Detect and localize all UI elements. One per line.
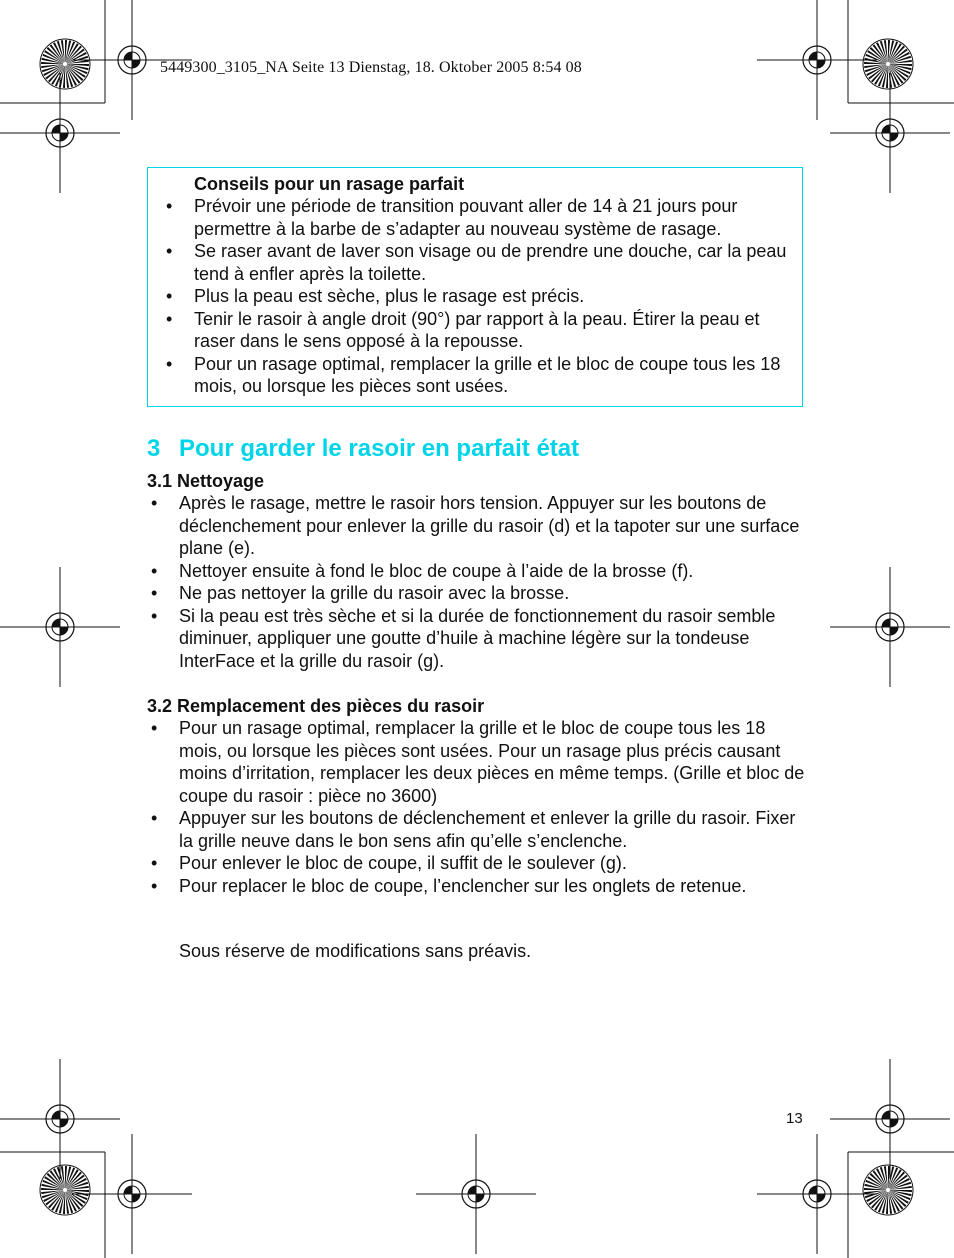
replacement-list <box>179 717 809 897</box>
registration-target-icon <box>0 1059 120 1179</box>
list-item: • Pour replacer le bloc de coupe, l’enclencher sur les onglets de retenue. <box>179 875 809 898</box>
registration-target-icon <box>830 567 950 687</box>
registration-target-icon <box>0 73 120 193</box>
tips-title: Conseils pour un rasage parfait <box>194 174 465 194</box>
tips-list <box>194 195 794 398</box>
cleaning-list <box>179 492 809 672</box>
registration-target-icon <box>416 1134 536 1254</box>
list-item: • Nettoyer ensuite à fond le bloc de coupe à l’aide de la brosse (f). <box>179 560 809 583</box>
list-item: • Si la peau est très sèche et si la durée de fonctionnement du rasoir semble diminuer, appliquer une goutte d’huile à machine légère sur la tondeuse InterFace et la grille du rasoir (g). <box>179 605 809 673</box>
registration-target-icon <box>757 0 877 120</box>
notice-text: Sous réserve de modifications sans préavis. <box>179 941 532 961</box>
list-item: • Prévoir une période de transition pouvant aller de 14 à 21 jours pour permettre à la barbe de s’adapter au nouveau système de rasage. <box>194 195 794 240</box>
replacement-title: 3.2 Remplacement des pièces du rasoir <box>147 696 485 716</box>
list-item: • Pour un rasage optimal, remplacer la grille et le bloc de coupe tous les 18 mois, ou lorsque les pièces sont usées. Pour un rasage plus précis causant moins d’irritation, remplacer les deux pièces en même temps. (Grille et bloc de coupe du rasoir : pièce no 3600) <box>179 717 809 807</box>
starburst-icon <box>40 39 90 89</box>
list-item: • Plus la peau est sèche, plus le rasage est précis. <box>194 285 794 308</box>
list-item: • Tenir le rasoir à angle droit (90°) par rapport à la peau. Étirer la peau et raser dans le sens opposé à la repousse. <box>194 308 794 353</box>
section-title-text: Pour garder le rasoir en parfait état <box>179 435 580 462</box>
registration-target-icon <box>0 567 120 687</box>
list-item: • Après le rasage, mettre le rasoir hors tension. Appuyer sur les boutons de déclenchement pour enlever la grille du rasoir (d) et la tapoter sur une surface plane (e). <box>179 492 809 560</box>
list-item: • Ne pas nettoyer la grille du rasoir avec la brosse. <box>179 582 809 605</box>
list-item: • Pour un rasage optimal, remplacer la grille et le bloc de coupe tous les 18 mois, ou lorsque les pièces sont usées. <box>194 353 794 398</box>
starburst-icon <box>863 1165 913 1215</box>
tips-box <box>147 167 803 407</box>
starburst-icon <box>863 39 913 89</box>
list-item: • Pour enlever le bloc de coupe, il suffit de le soulever (g). <box>179 852 809 875</box>
section-number: 3 <box>147 435 161 462</box>
page-number: 13 <box>786 1110 803 1127</box>
section-title <box>147 434 579 464</box>
cleaning-title: 3.1 Nettoyage <box>147 471 265 491</box>
list-item: • Se raser avant de laver son visage ou de prendre une douche, car la peau tend à enfler après la toilette. <box>194 240 794 285</box>
list-item: • Appuyer sur les boutons de déclenchement et enlever la grille du rasoir. Fixer la grille neuve dans le bon sens afin qu’elle s’enclenche. <box>179 807 809 852</box>
print-header: 5449300_3105_NA Seite 13 Dienstag, 18. Oktober 2005 8:54 08 <box>160 59 582 76</box>
starburst-icon <box>40 1165 90 1215</box>
